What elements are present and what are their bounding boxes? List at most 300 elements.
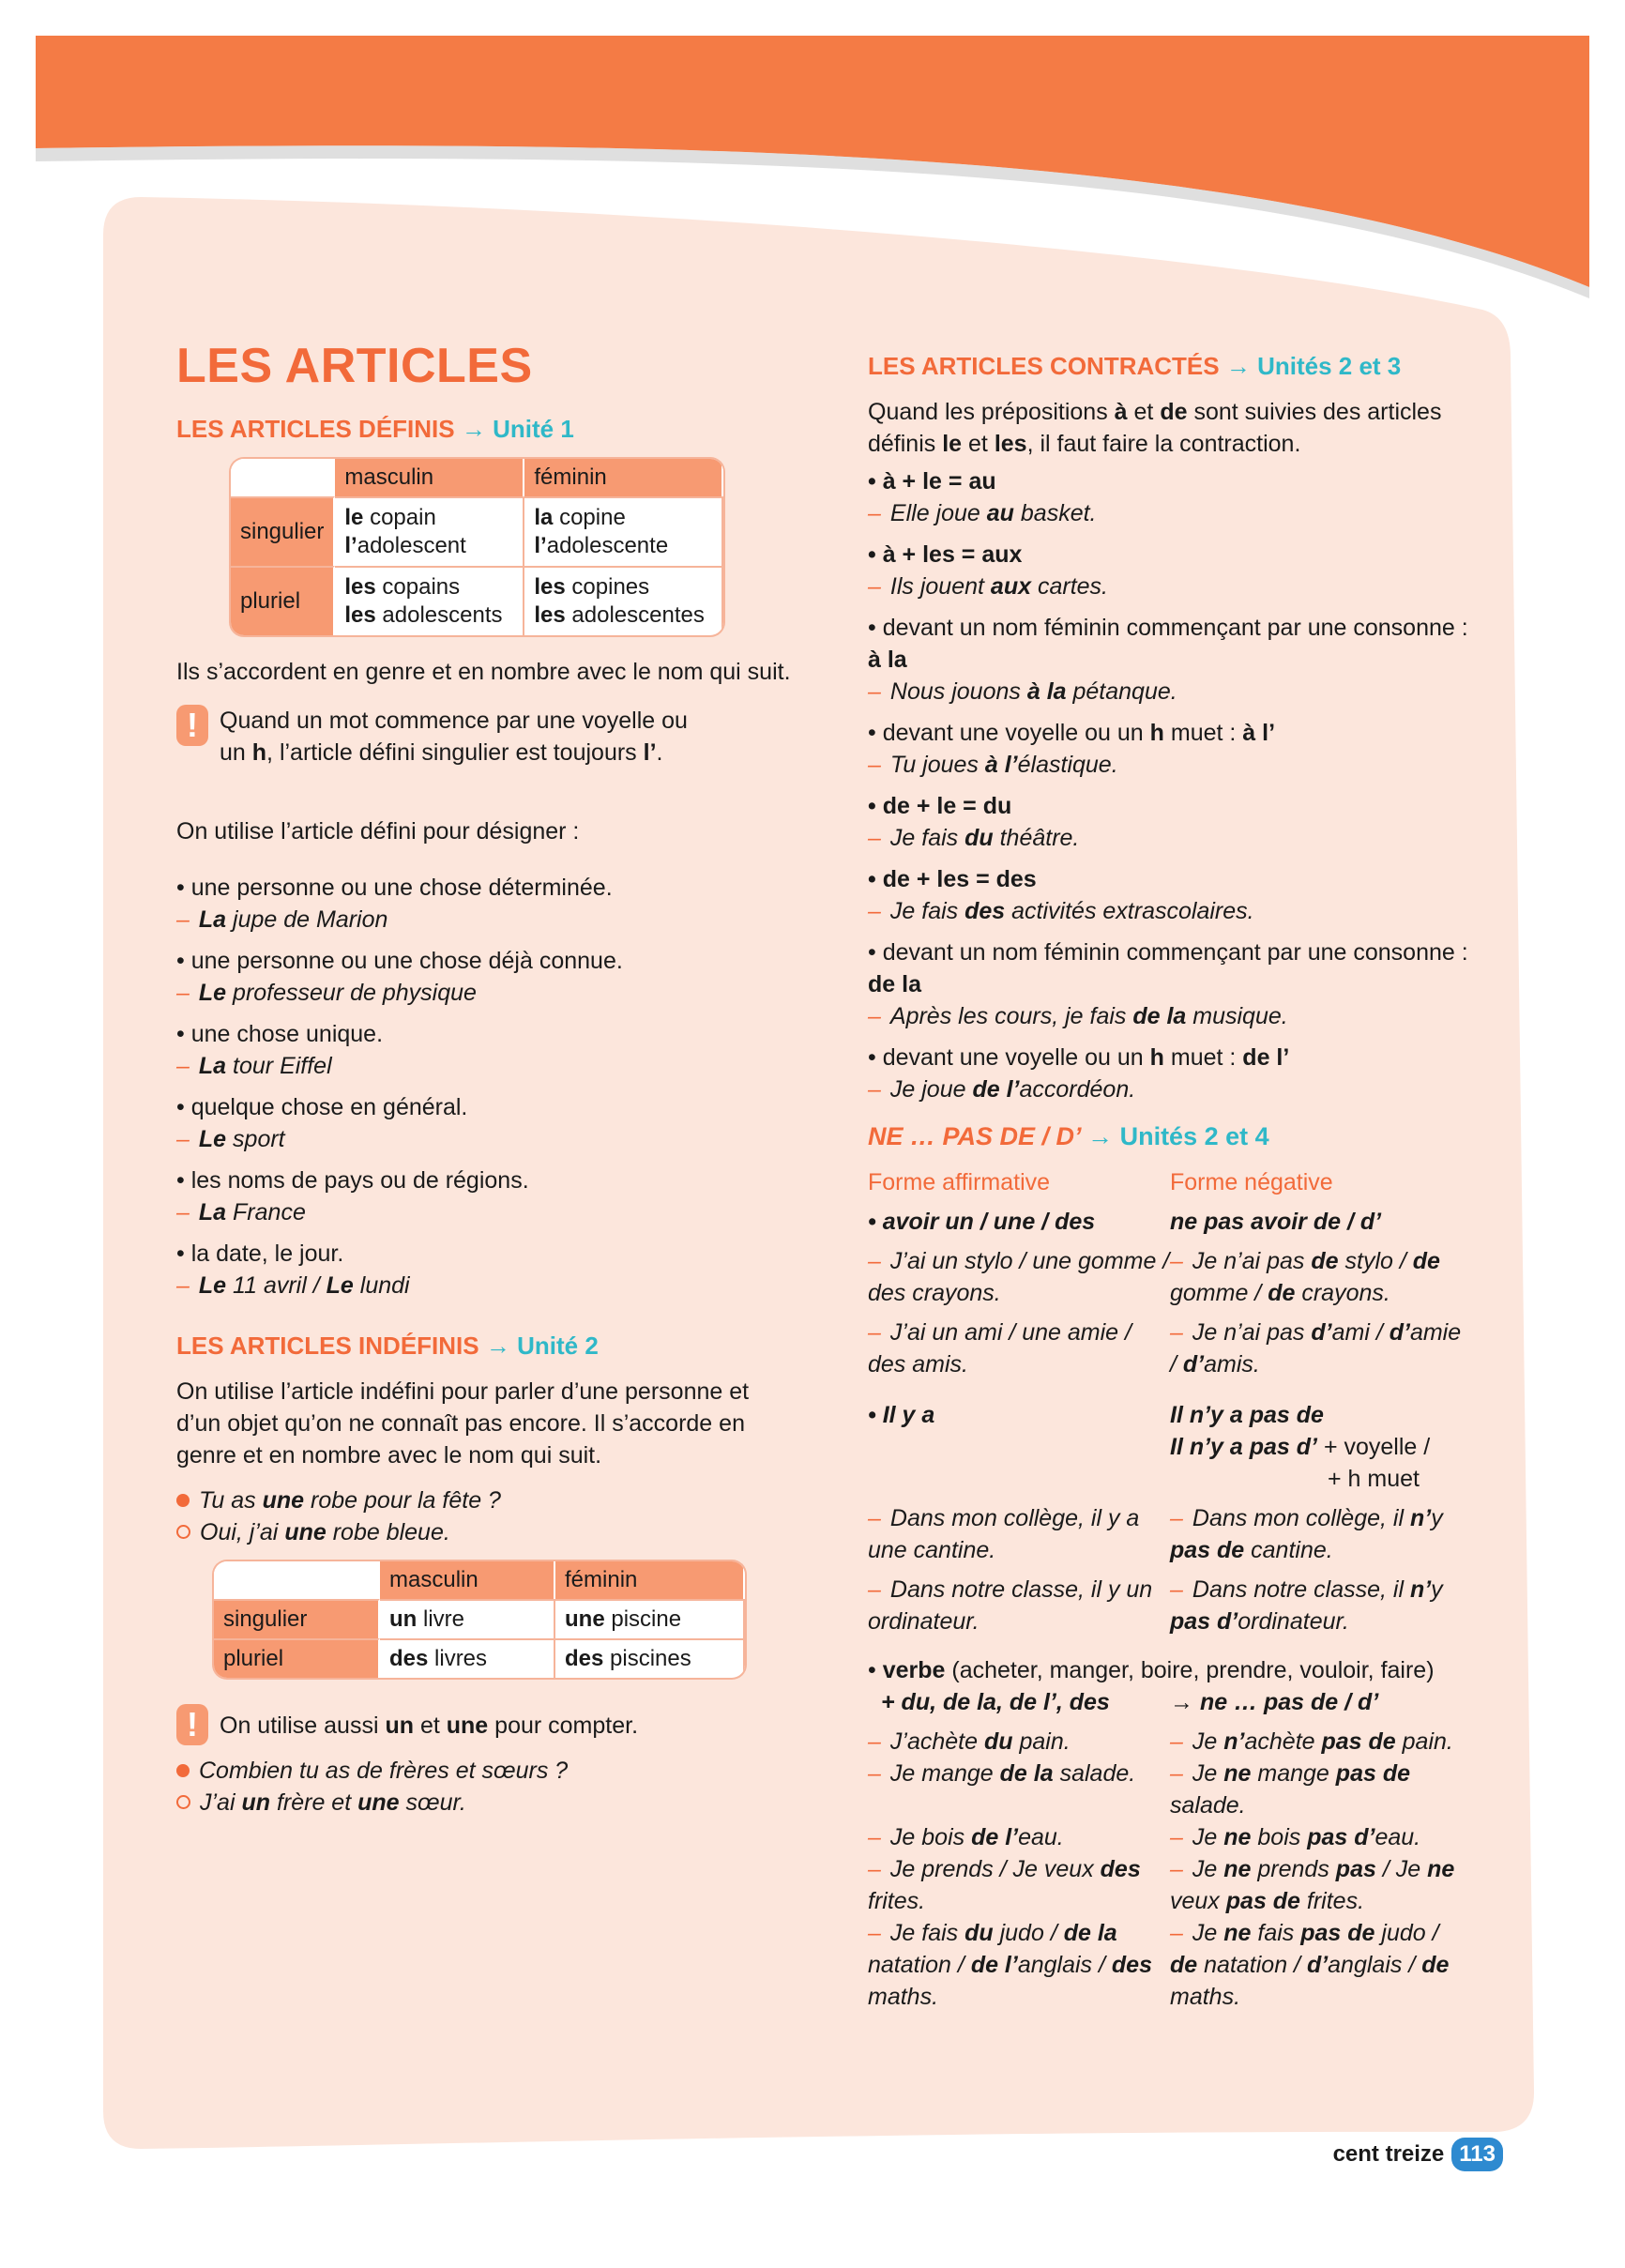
example: – La France [176, 1199, 306, 1225]
rule-text: devant un nom féminin commençant par une consonne : [882, 939, 1468, 966]
note-part: , l’article défini singulier est toujours [266, 739, 644, 766]
note-part: l’ [643, 739, 657, 766]
ex-part: Je fais [889, 898, 965, 924]
noun: adolescentes [565, 602, 705, 628]
list-item: • la date, le jour. [176, 1241, 344, 1267]
noun: copine [553, 505, 626, 530]
rule: • de + le = du [868, 793, 1012, 819]
note-part: h [251, 739, 267, 766]
ex-part: gomme / [1170, 1280, 1268, 1306]
list-item: • une chose unique. [176, 1021, 384, 1047]
negation-grid [868, 1166, 1487, 1645]
ex-part: ne [1223, 1920, 1252, 1946]
col-header-negative: Forme négative [1170, 1169, 1333, 1195]
ex-part: accordéon. [1019, 1076, 1136, 1103]
ex-part: Je [1192, 1856, 1224, 1882]
example: – Dans notre classe, il y un ordinateur. [868, 1576, 1153, 1635]
example: – Dans notre classe, il n’y pas d’ordinateur. [1170, 1576, 1443, 1635]
ex-part: judo / [1374, 1920, 1439, 1946]
noun: piscine [604, 1606, 682, 1632]
ex-part: J’achète [889, 1728, 984, 1755]
noun: piscines [603, 1646, 691, 1671]
ex-part: de l’ [971, 1824, 1019, 1850]
ex-part: Elle joue [889, 500, 987, 526]
ex-part: salade. [1053, 1760, 1136, 1787]
ex-part: théâtre. [993, 825, 1080, 851]
intro-part: de [1160, 399, 1188, 425]
example-text: lundi [353, 1272, 410, 1299]
ex-part: d’ [1389, 1319, 1410, 1346]
ex-part: frites. [868, 1888, 926, 1914]
example-text: professeur de physique [226, 980, 477, 1006]
ex-part: prends [1251, 1856, 1336, 1882]
col-header-feminin: féminin [524, 459, 723, 496]
dialog-part: robe bleue. [326, 1519, 450, 1545]
rule: • devant un nom féminin commençant par une consonne : à la [868, 615, 1468, 673]
example: – Je bois de l’eau. [868, 1824, 1064, 1850]
example: – Tu joues à l’élastique. [868, 752, 1118, 778]
article: les [344, 602, 376, 628]
ex-part: ne [1223, 1824, 1252, 1850]
negation-unit-text: Unités 2 et 4 [1119, 1122, 1269, 1150]
rule-text: avoir un / une / des [882, 1209, 1096, 1235]
dialog-line [176, 1516, 796, 1548]
page-words: cent treize [1332, 2141, 1445, 2167]
rule-text: Il y a [882, 1402, 935, 1428]
row-header-pluriel: pluriel [231, 566, 335, 635]
example: – Elle joue au basket. [868, 500, 1097, 526]
col-header-masculin: masculin [335, 459, 524, 496]
ex-part: Je mange [889, 1760, 1000, 1787]
ex-part: de la [1132, 1003, 1187, 1029]
rule-text: à l’ [1242, 720, 1276, 746]
indefinis-heading [176, 1332, 796, 1361]
ex-part: natation / [1197, 1952, 1307, 1978]
row-header-singulier: singulier [214, 1599, 380, 1638]
dialog-part: une [357, 1789, 400, 1816]
definis-unit: → Unité 1 [461, 415, 574, 443]
example: – Je mange de la salade. [868, 1760, 1136, 1787]
ex-part: y [1431, 1576, 1443, 1603]
ex-part: J’ai un stylo / une gomme / des crayons. [868, 1248, 1170, 1306]
noun: livres [428, 1646, 488, 1671]
article: des [565, 1646, 604, 1671]
rule-text: de + le = du [882, 793, 1012, 819]
rule-text: (acheter, manger, boire, prendre, vouloir, faire) [945, 1657, 1435, 1683]
indefinis-unit-text: Unité 2 [517, 1332, 599, 1360]
rule-text: devant un nom féminin commençant par une consonne : [882, 615, 1468, 641]
definis-table [231, 459, 723, 635]
example: – Je n’ai pas de stylo / de gomme / de crayons. [1170, 1248, 1440, 1306]
example-text: tour Eiffel [226, 1053, 332, 1079]
ex-part: Je n’ai pas [1192, 1248, 1312, 1274]
table-row [214, 1599, 745, 1638]
article: les [534, 602, 566, 628]
intro-part: et [1127, 399, 1161, 425]
note-part: une [446, 1712, 489, 1739]
table-row [214, 1638, 745, 1678]
contractes-heading-text: LES ARTICLES CONTRACTÉS [868, 352, 1220, 380]
verbe-affirmative: + du, de la, de l’, des [881, 1689, 1110, 1715]
ex-part: maths. [1170, 1984, 1241, 2010]
rule-text: Il n’y a pas de [1170, 1402, 1324, 1428]
ex-part: au [986, 500, 1014, 526]
example-text: France [226, 1199, 306, 1225]
example-article: La [198, 1199, 227, 1225]
ex-part: maths. [868, 1984, 939, 2010]
example: – Je fais du théâtre. [868, 825, 1080, 851]
ex-part: Je fais [889, 1920, 965, 1946]
ex-part: du [964, 1920, 994, 1946]
page-title: LES ARTICLES [176, 339, 533, 393]
ex-part: aux [990, 573, 1032, 600]
row-header-singulier: singulier [231, 496, 335, 566]
dialog-part: un [241, 1789, 271, 1816]
rule: • devant une voyelle ou un h muet : de l’ [868, 1044, 1290, 1071]
negation-unit: → Unités 2 et 4 [1087, 1122, 1269, 1150]
example-article: La [198, 1053, 227, 1079]
rule-text: à + le = au [882, 468, 996, 495]
rule: • devant un nom féminin commençant par une consonne : de la [868, 939, 1468, 997]
article: le [344, 505, 364, 530]
contractes-unit: → Unités 2 et 3 [1225, 352, 1402, 380]
noun: copain [363, 505, 436, 530]
noun: livre [417, 1606, 464, 1632]
table-cell [524, 566, 723, 635]
ex-part: eau. [1374, 1824, 1421, 1850]
ex-part: ordinateur. [1238, 1608, 1349, 1635]
ex-part: du [964, 825, 994, 851]
ex-part: / Je [1375, 1856, 1428, 1882]
indefinis-text: On utilise l’article indéfini pour parler d’une personne et d’un objet qu’on ne connaît pas encore. Il s’accorde en genre et en nombre avec le nom qui suit. [176, 1378, 750, 1469]
ex-part: pain. [1395, 1728, 1453, 1755]
table-row [231, 566, 723, 635]
ex-part: musique. [1186, 1003, 1288, 1029]
example: – Je n’ai pas d’ami / d’amie / d’amis. [1170, 1319, 1462, 1378]
article: une [565, 1606, 605, 1632]
ex-part: natation / [868, 1952, 971, 1978]
use-text: une personne ou une chose déjà connue. [190, 948, 623, 974]
indefinis-heading-text: LES ARTICLES INDÉFINIS [176, 1332, 479, 1360]
negation-heading-text: NE … PAS DE / D’ [868, 1122, 1081, 1150]
verbe-rule: • verbe (acheter, manger, boire, prendre, vouloir, faire) [868, 1657, 1435, 1683]
use-text: quelque chose en général. [190, 1094, 468, 1120]
ex-part: n’ [1409, 1576, 1432, 1603]
example: – Je n’achète pas de pain. [1170, 1728, 1453, 1755]
note-part: un [220, 739, 252, 766]
rule-text: muet : [1163, 1044, 1243, 1071]
use-text: une chose unique. [190, 1021, 384, 1047]
dialog-line [176, 1755, 796, 1787]
intro-part: sont suivies des articles définis [868, 399, 1442, 457]
example-text: 11 avril / [226, 1272, 327, 1299]
list-item: • une personne ou une chose déjà connue. [176, 948, 623, 974]
note-part: et [414, 1712, 447, 1739]
table-row [231, 496, 723, 566]
example: – Le sport [176, 1126, 285, 1152]
example-text: jupe de Marion [226, 906, 388, 933]
ex-part: pas de [1225, 1888, 1300, 1914]
ex-part: des [964, 898, 1006, 924]
contractes-intro [868, 396, 1487, 460]
rule: • devant une voyelle ou un h muet : à l’ [868, 720, 1276, 746]
bullet-ring [176, 1795, 190, 1809]
ex-part: J’ai un ami / une amie / des amis. [868, 1319, 1131, 1378]
example: – Je ne prends pas / Je ne veux pas de frites. [1170, 1856, 1455, 1914]
note-text [220, 1704, 638, 1742]
noun: copines [565, 574, 650, 600]
dialog-line [176, 1484, 796, 1516]
ex-part: pas de [1335, 1760, 1410, 1787]
ex-part: mange [1251, 1760, 1336, 1787]
verbe-grid [868, 1686, 1487, 2020]
example: – La jupe de Marion [176, 906, 388, 933]
ex-part: ami / [1331, 1319, 1390, 1346]
usage-intro: On utilise l’article défini pour désigner : [176, 818, 580, 845]
table-corner [231, 459, 335, 496]
ex-part: de [1170, 1952, 1198, 1978]
rule-text: h [1149, 1044, 1164, 1071]
note-line: Quand un mot commence par une voyelle ou [220, 708, 688, 734]
exclamation-icon: ! [176, 1704, 208, 1745]
rule-text: h [1149, 720, 1164, 746]
ex-part: ne [1427, 1856, 1455, 1882]
ex-part: de [1268, 1280, 1296, 1306]
note-part: pour compter. [488, 1712, 639, 1739]
ex-part: Je [1192, 1920, 1224, 1946]
example-article: La [198, 906, 227, 933]
rule: • à + les = aux [868, 541, 1023, 568]
dialog-part: Oui, j’ai [200, 1519, 285, 1545]
example: – Après les cours, je fais de la musique. [868, 1003, 1288, 1029]
ex-part: Tu joues [889, 752, 985, 778]
table-cell [524, 496, 723, 566]
article: la [534, 505, 554, 530]
ex-part: de l’ [970, 1952, 1018, 1978]
ex-part: Je [1192, 1760, 1224, 1787]
dialog-part: Tu as [199, 1487, 263, 1514]
dialog-part: sœur. [399, 1789, 466, 1816]
ex-part: anglais / [1328, 1952, 1422, 1978]
rule-text: à + les = aux [882, 541, 1023, 568]
rule-text: verbe [882, 1657, 946, 1683]
example: – Je joue de l’accordéon. [868, 1076, 1136, 1103]
ex-part: pain. [1012, 1728, 1071, 1755]
ilya-negative [1170, 1399, 1472, 1495]
ex-part: Après les cours, je fais [889, 1003, 1133, 1029]
article: des [389, 1646, 429, 1671]
page-footer [1333, 2138, 1503, 2171]
ex-part: Je prends / Je veux [889, 1856, 1101, 1882]
accord-rule: Ils s’accordent en genre et en nombre avec le nom qui suit. [176, 659, 791, 685]
row-header-pluriel: pluriel [214, 1638, 380, 1678]
right-column [868, 352, 1487, 2020]
note-compter [176, 1704, 796, 1745]
dialog-part: une [262, 1487, 305, 1514]
use-text: la date, le jour. [190, 1241, 344, 1267]
ex-part: salade. [1170, 1792, 1246, 1819]
ex-part: Nous jouons [889, 678, 1027, 705]
example: – J’ai un stylo / une gomme / des crayons. [868, 1248, 1170, 1306]
ex-part: Je joue [889, 1076, 973, 1103]
example: – Je ne fais pas de judo / de natation / d’anglais / de maths. [1170, 1920, 1450, 2010]
ilya-affirmative: • Il y a [868, 1402, 935, 1428]
example-article: Le [198, 1272, 227, 1299]
left-column [176, 338, 796, 1819]
example-text: sport [226, 1126, 285, 1152]
ex-part: des [1100, 1856, 1141, 1882]
ex-part: Je fais [889, 825, 965, 851]
ex-part: de [1412, 1248, 1440, 1274]
ex-part: Je [1192, 1824, 1224, 1850]
rule-text: de la [868, 971, 921, 997]
ex-part: basket. [1013, 500, 1097, 526]
article: l’ [534, 533, 547, 558]
definis-heading-text: LES ARTICLES DÉFINIS [176, 415, 455, 443]
uses-list [176, 872, 796, 1301]
example: – Je fais du judo / de la natation / de l’anglais / des maths. [868, 1920, 1152, 2010]
ex-part: pas de [1321, 1728, 1396, 1755]
note-voyelle [176, 705, 796, 769]
intro-part: , il faut faire la contraction. [1026, 431, 1301, 457]
list-item: • une personne ou une chose déterminée. [176, 875, 613, 901]
contractes-unit-text: Unités 2 et 3 [1257, 352, 1402, 380]
ex-part: Je [1192, 1728, 1224, 1755]
example: – Dans mon collège, il y a une cantine. [868, 1505, 1140, 1563]
intro-part: Quand les prépositions [868, 399, 1115, 425]
ex-part: pas de [1300, 1920, 1375, 1946]
dialog-part: J’ai [200, 1789, 242, 1816]
example: – Nous jouons à la pétanque. [868, 678, 1177, 705]
ex-part: amie / [1170, 1319, 1462, 1378]
intro-part: à [1114, 399, 1128, 425]
example: – Le professeur de physique [176, 980, 477, 1006]
ex-part: Je bois [889, 1824, 972, 1850]
ex-part: d’ [1306, 1952, 1329, 1978]
definis-heading [176, 415, 796, 444]
col-header-affirmative: Forme affirmative [868, 1169, 1051, 1195]
bullet-ring [176, 1525, 190, 1539]
rule: • de + les = des [868, 866, 1037, 892]
use-text: une personne ou une chose déterminée. [190, 875, 613, 901]
ex-part: stylo / [1338, 1248, 1413, 1274]
ex-part: anglais / [1017, 1952, 1112, 1978]
intro-part: le [942, 431, 963, 457]
dialog-line [176, 1787, 796, 1819]
col-header-feminin: féminin [555, 1561, 745, 1599]
ex-part: ne [1223, 1760, 1252, 1787]
note-text [220, 705, 688, 769]
ex-part: veux [1170, 1888, 1226, 1914]
dialog-part: une [284, 1519, 327, 1545]
table-cell [335, 496, 524, 566]
article: les [534, 574, 566, 600]
article: les [344, 574, 376, 600]
ex-part: frites. [1299, 1888, 1365, 1914]
ex-part: à l’ [984, 752, 1018, 778]
ex-part: de la [999, 1760, 1054, 1787]
ex-part: pétanque. [1066, 678, 1177, 705]
rule-text: de + les = des [882, 866, 1037, 892]
note-part: On utilise aussi [220, 1712, 386, 1739]
rule-text: + voyelle / [1317, 1434, 1431, 1460]
example-article: Le [198, 1126, 227, 1152]
col-header-masculin: masculin [380, 1561, 555, 1599]
example: – Je fais des activités extrascolaires. [868, 898, 1254, 924]
ex-part: cartes. [1031, 573, 1108, 600]
example: – Je ne mange pas de salade. [1170, 1760, 1410, 1819]
example-article: Le [198, 980, 227, 1006]
ex-part: n’ [1223, 1728, 1245, 1755]
rule: • à + le = au [868, 468, 996, 495]
ex-part: d’ [1182, 1351, 1205, 1378]
list-item: • les noms de pays ou de régions. [176, 1167, 529, 1194]
ex-part: Ils jouent [889, 573, 991, 600]
ex-part: fais [1251, 1920, 1301, 1946]
ex-part: ne [1223, 1856, 1252, 1882]
note-part: . [656, 739, 663, 766]
list-item: • quelque chose en général. [176, 1094, 468, 1120]
ex-part: y [1431, 1505, 1443, 1531]
avoir-negative: ne pas avoir de / d’ [1170, 1209, 1382, 1235]
use-text: les noms de pays ou de régions. [190, 1167, 529, 1194]
example: – Je ne bois pas d’eau. [1170, 1824, 1421, 1850]
contractes-heading [868, 352, 1487, 381]
table-cell [555, 1599, 745, 1638]
intro-part: et [962, 431, 995, 457]
example: – Le 11 avril / Le lundi [176, 1272, 410, 1299]
noun: adolescents [375, 602, 503, 628]
ex-part: des [1111, 1952, 1152, 1978]
ex-part: d’ [1311, 1319, 1332, 1346]
example: – J’ai un ami / une amie / des amis. [868, 1319, 1131, 1378]
table-cell [555, 1638, 745, 1678]
ex-part: élastique. [1017, 752, 1118, 778]
rule-text: devant une voyelle ou un [882, 720, 1150, 746]
ex-part: Dans mon collège, il y a une cantine. [868, 1505, 1140, 1563]
bullet-dot [176, 1494, 190, 1507]
negation-heading [868, 1122, 1487, 1151]
ex-part: Dans notre classe, il y un ordinateur. [868, 1576, 1153, 1635]
ex-part: crayons. [1295, 1280, 1390, 1306]
noun: adolescente [546, 533, 669, 558]
dialog-part: frère et [270, 1789, 358, 1816]
rule-text: + h muet [1328, 1466, 1420, 1492]
noun: adolescent [357, 533, 466, 558]
indefinis-unit: → Unité 2 [485, 1332, 599, 1360]
article: l’ [344, 533, 357, 558]
example: – J’achète du pain. [868, 1728, 1071, 1755]
ex-part: à la [1026, 678, 1067, 705]
rule-text: muet : [1163, 720, 1243, 746]
ex-part: n’ [1409, 1505, 1432, 1531]
verbe-negative: → ne … pas de / d’ [1170, 1689, 1379, 1715]
noun: copains [375, 574, 461, 600]
ex-part: du [983, 1728, 1013, 1755]
ex-part: de la [1063, 1920, 1117, 1946]
dialog-part: Combien tu as de frères et sœurs ? [199, 1758, 569, 1784]
ex-part: pas [1335, 1856, 1376, 1882]
ex-part: achète [1244, 1728, 1322, 1755]
ex-part: eau. [1018, 1824, 1064, 1850]
ex-part: judo / [993, 1920, 1064, 1946]
ex-part: de l’ [972, 1076, 1020, 1103]
ex-part: pas d’ [1307, 1824, 1375, 1850]
ex-part: pas de [1170, 1537, 1245, 1563]
rule-text: à la [868, 647, 907, 673]
example: – Ils jouent aux cartes. [868, 573, 1108, 600]
page-number-badge: 113 [1451, 2138, 1503, 2171]
